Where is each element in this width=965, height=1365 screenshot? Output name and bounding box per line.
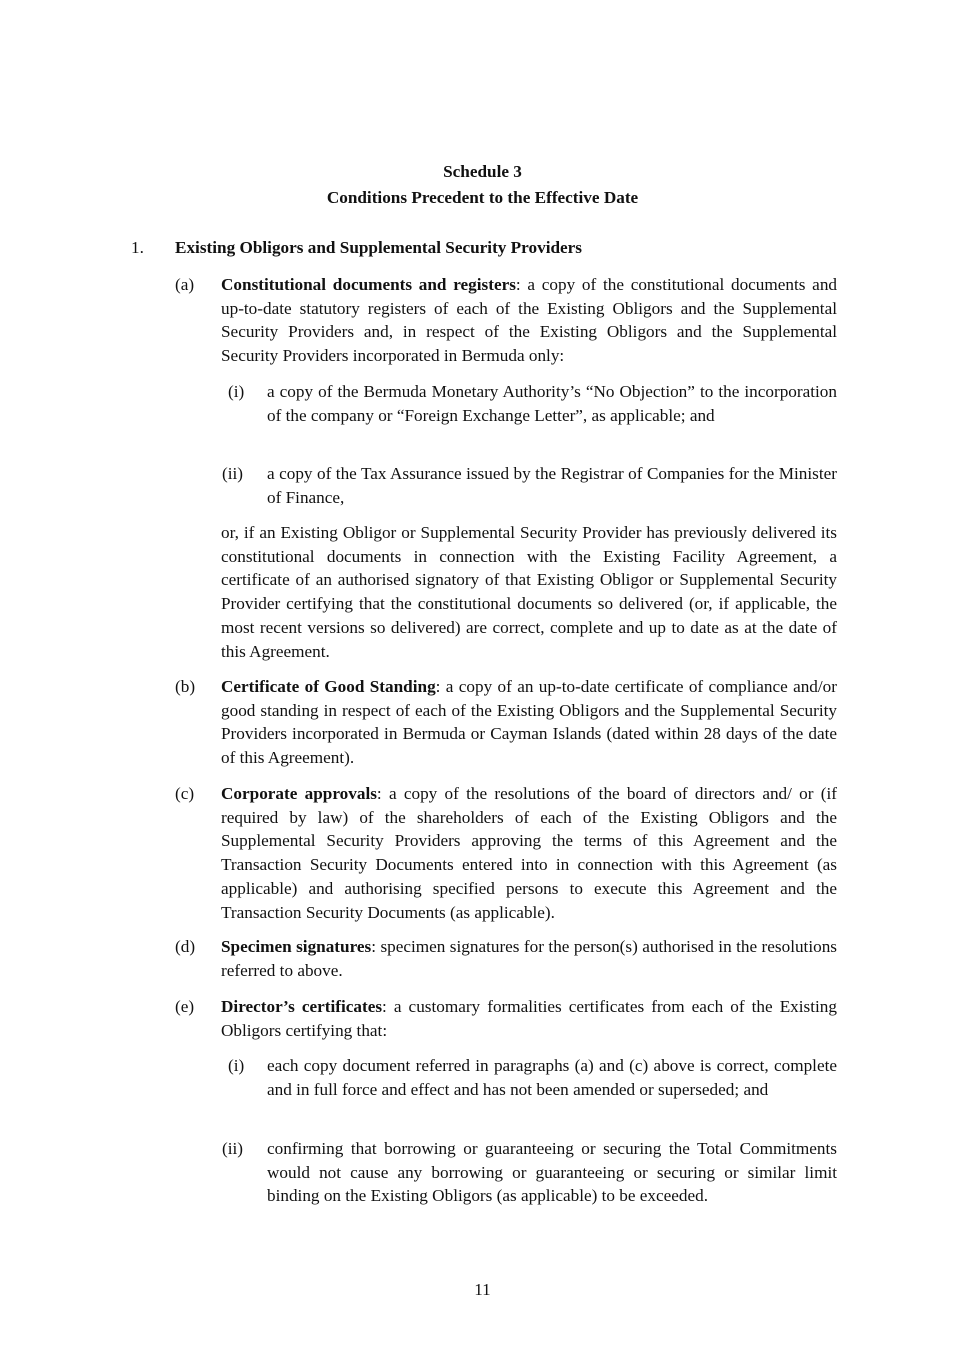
item-heading: Specimen signatures — [221, 937, 372, 956]
subitem-text: a copy of the Tax Assurance issued by the Registrar of Companies for the Minister of Finance, — [267, 464, 837, 507]
subitem-text: a copy of the Bermuda Monetary Authority’s “No Objection” to the incorporation of the company or “Foreign Exchange Letter”, as applicable; and — [267, 382, 837, 425]
item-label: (e) — [175, 997, 195, 1016]
item-heading: Certificate of Good Standing — [221, 677, 436, 696]
subitem-label: (i) — [228, 382, 245, 401]
subitem-text: confirming that borrowing or guaranteeing or securing the Total Commitments would not cause any borrowing or guaranteeing or securing or similar limit binding on the Existing Obligors (as applicable) to be exceeded. — [267, 1139, 837, 1206]
schedule-title: Schedule 3 — [443, 162, 522, 181]
item-label: (c) — [175, 784, 195, 803]
item-heading: Corporate approvals — [221, 784, 377, 803]
page-number: 11 — [474, 1280, 491, 1299]
item-text: Certificate of Good Standing: a copy of an up-to-date certificate of compliance and/or good standing in respect of each of the Existing Obligors and the Supplemental Security Providers incorporated in Bermuda or Cayman Islands (dated within 28 days of the date of this Agreement). — [221, 677, 837, 768]
subitem-text: each copy document referred in paragraphs (a) and (c) above is correct, complete and in full force and effect and has not been amended or superseded; and — [267, 1056, 837, 1099]
item-text: Director’s certificates: a customary formalities certificates from each of the Existing Obligors certifying that: — [221, 997, 837, 1040]
item-text: Corporate approvals: a copy of the resolutions of the board of directors and/ or (if required by law) of the shareholders of each of the Existing Obligors and the Supplemental Security Providers approving the terms of this Agreement and the Transaction Security Documents entered into in connection with this Agreement (as applicable) and authorising specified persons to execute this Agreement and the Transaction Security Documents (as applicable). — [221, 784, 837, 922]
item-text: Specimen signatures: specimen signatures for the person(s) authorised in the resolutions referred to above. — [221, 937, 837, 980]
subitem-label: (ii) — [222, 1139, 243, 1158]
schedule-subtitle: Conditions Precedent to the Effective Date — [326, 188, 639, 207]
item-a-continuation: or, if an Existing Obligor or Supplemental Security Provider has previously delivered its constitutional documents in connection with the Existing Facility Agreement, a certificate of an authorised signatory of that Existing Obligor or Supplemental Security Provider certifying that the constitutional documents so delivered (or, if applicable, the most recent versions so delivered) are correct, complete and up to date as at the date of this Agreement. — [221, 523, 837, 661]
item-text: Constitutional documents and registers: a copy of the constitutional documents and up-to-date statutory registers of each of the Existing Obligors and the Supplemental Security Providers and, in respect of the Existing Obligors and the Supplemental Security Providers incorporated in Bermuda only: — [221, 275, 838, 366]
section-title: Existing Obligors and Supplemental Security Providers — [175, 238, 582, 257]
item-label: (a) — [175, 275, 195, 294]
item-label: (b) — [175, 677, 196, 696]
subitem-label: (i) — [228, 1056, 245, 1075]
section-number: 1. — [131, 238, 144, 257]
item-label: (d) — [175, 937, 196, 956]
item-heading: Director’s certificates — [221, 997, 383, 1016]
subitem-label: (ii) — [222, 464, 243, 483]
item-heading: Constitutional documents and registers — [221, 275, 516, 294]
